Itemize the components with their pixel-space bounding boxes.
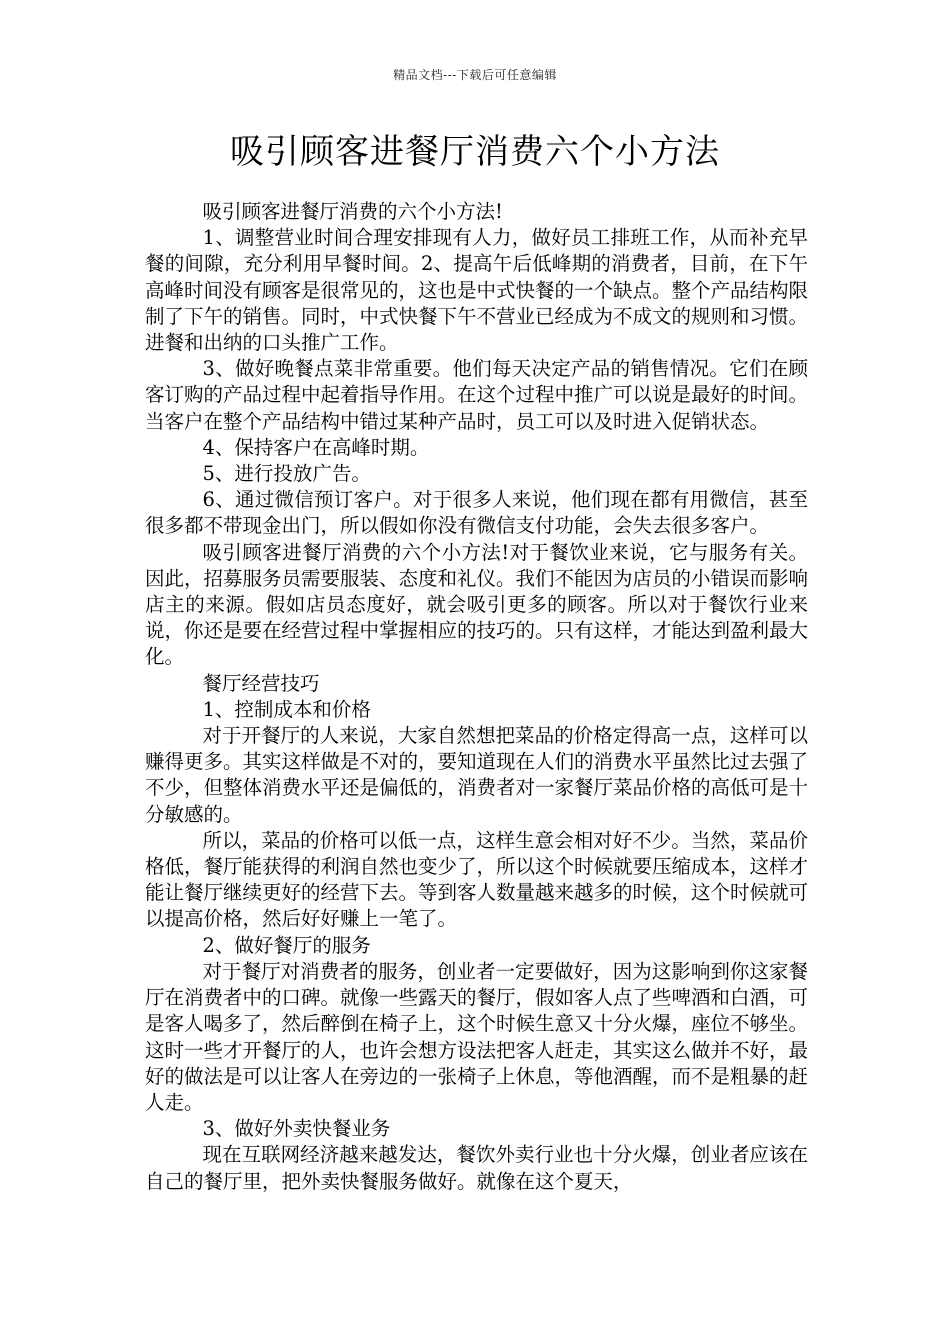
subsection-heading: 1、控制成本和价格 <box>202 697 371 721</box>
paragraph: 吸引顾客进餐厅消费的六个小方法!对于餐饮业来说，它与服务有关。因此，招募服务员需要服装、态度和礼仪。我们不能因为店员的小错误而影响店主的来源。假如店员态度好，就会吸引更多的顾客。所以对于餐饮行业来说，你还是要在经营过程中掌握相应的技巧的。只有这样，才能达到盈利最大化。 <box>145 540 809 669</box>
paragraph: 1、调整营业时间合理安排现有人力，做好员工排班工作，从而补充早餐的间隙，充分利用早餐时间。2、提高午后低峰期的消费者，目前，在下午高峰时间没有顾客是很常见的，这也是中式快餐的一个缺点。整个产品结构限制了下午的销售。同时，中式快餐下午不营业已经成为不成文的规则和习惯。进餐和出纳的口头推广工作。 <box>145 226 809 355</box>
paragraph: 对于餐厅对消费者的服务，创业者一定要做好，因为这影响到你这家餐厅在消费者中的口碑。就像一些露天的餐厅，假如客人点了些啤酒和白酒，可是客人喝多了，然后醉倒在椅子上，这个时候生意又十分火爆，座位不够坐。这时一些才开餐厅的人，也许会想方设法把客人赶走，其实这么做并不好，最好的做法是可以让客人在旁边的一张椅子上休息，等他酒醒，而不是粗暴的赶人走。 <box>145 959 809 1114</box>
paragraph: 所以，菜品的价格可以低一点，这样生意会相对好不少。当然，菜品价格低，餐厅能获得的利润自然也变少了，所以这个时候就要压缩成本，这样才能让餐厅继续更好的经营下去。等到客人数量越来越多的时候，这个时候就可以提高价格，然后好好赚上一笔了。 <box>145 828 809 931</box>
header-note: 精品文档---下载后可任意编辑 <box>393 68 557 82</box>
document-title: 吸引顾客进餐厅消费六个小方法 <box>230 132 720 172</box>
paragraph: 3、做好晚餐点菜非常重要。他们每天决定产品的销售情况。它们在顾客订购的产品过程中起着指导作用。在这个过程中推广可以说是最好的时间。当客户在整个产品结构中错过某种产品时，员工可以及时进入促销状态。 <box>145 357 809 433</box>
paragraph: 5、进行投放广告。 <box>202 462 371 486</box>
paragraph: 对于开餐厅的人来说，大家自然想把菜品的价格定得高一点，这样可以赚得更多。其实这样做是不对的，要知道现在人们的消费水平虽然比过去强了不少，但整体消费水平还是偏低的，消费者对一家餐厅菜品价格的高低可是十分敏感的。 <box>145 724 809 826</box>
subsection-heading: 3、做好外卖快餐业务 <box>202 1117 391 1141</box>
subsection-heading: 2、做好餐厅的服务 <box>202 933 371 957</box>
paragraph: 4、保持客户在高峰时期。 <box>202 435 430 459</box>
paragraph: 现在互联网经济越来越发达，餐饮外卖行业也十分火爆，创业者应该在自己的餐厅里，把外卖快餐服务做好。就像在这个夏天， <box>145 1143 808 1193</box>
section-heading: 餐厅经营技巧 <box>202 671 320 695</box>
document-body <box>145 199 808 1195</box>
paragraph: 6、通过微信预订客户。对于很多人来说，他们现在都有用微信，甚至很多都不带现金出门，所以假如你没有微信支付功能，会失去很多客户。 <box>145 488 808 538</box>
paragraph: 吸引顾客进餐厅消费的六个小方法! <box>202 200 503 223</box>
